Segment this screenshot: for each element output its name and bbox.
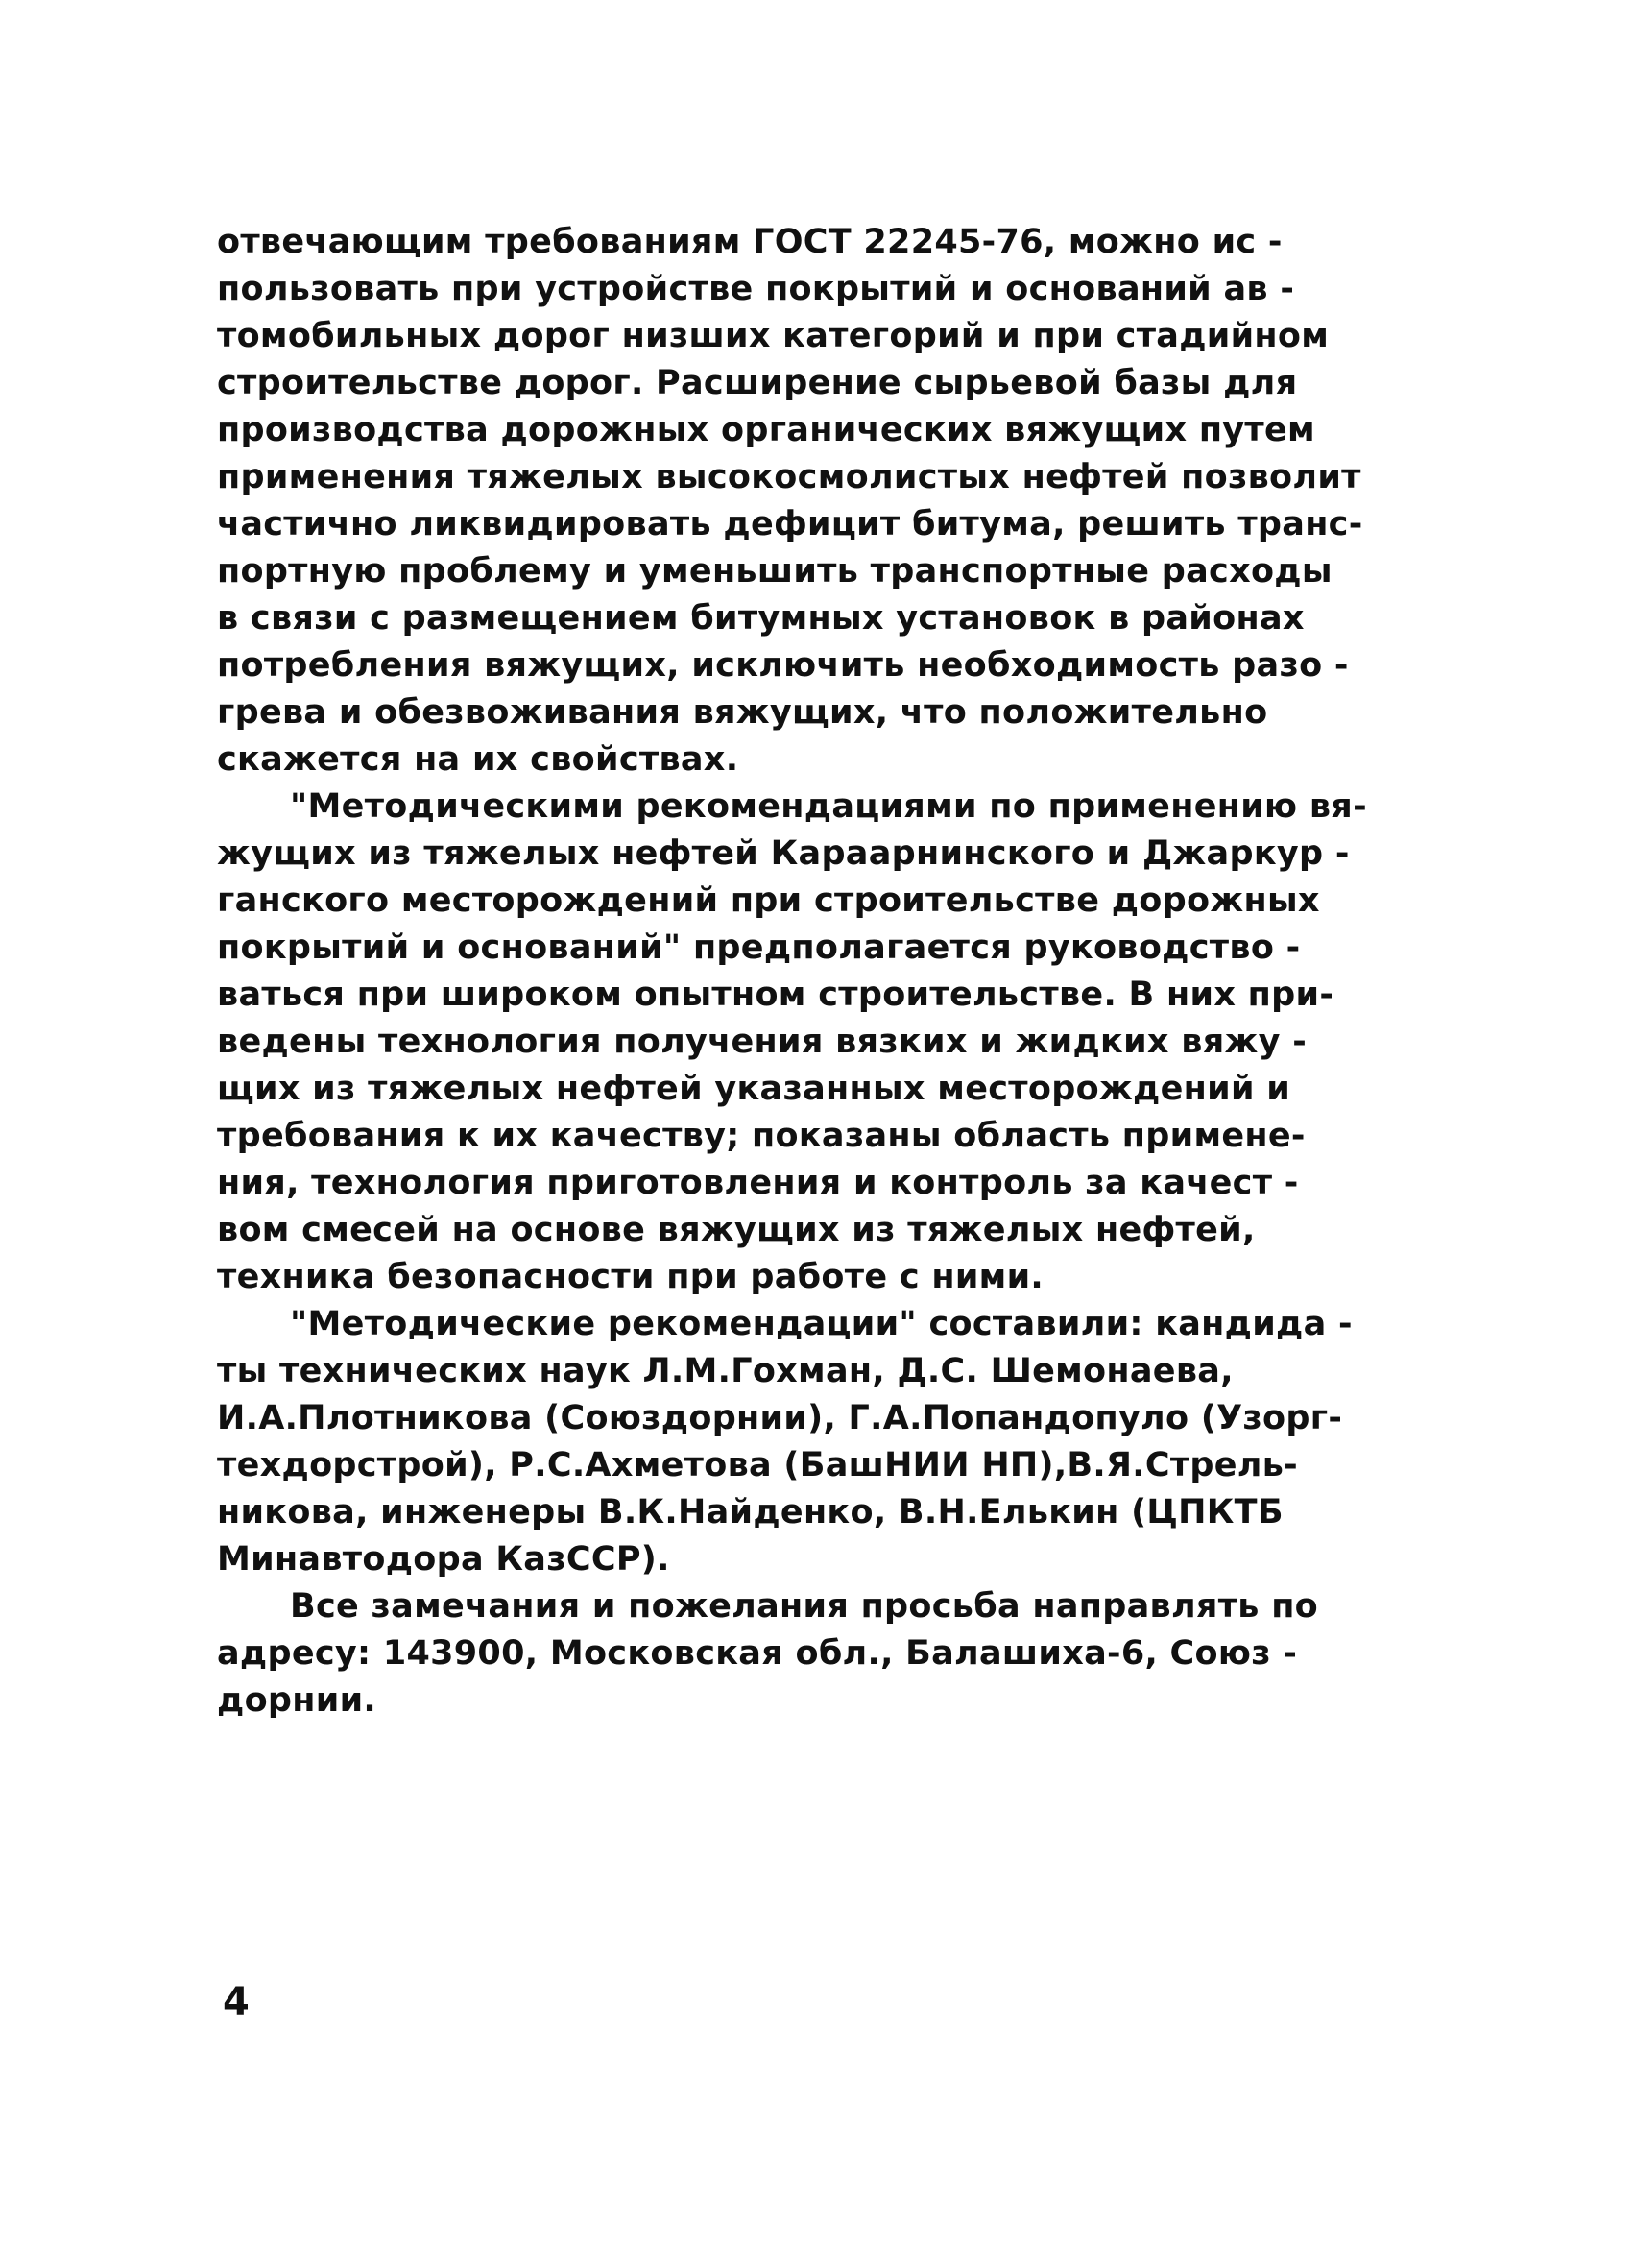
text-line: требования к их качеству; показаны область примене-	[217, 1117, 1306, 1155]
text-line: техника безопасности при работе с ними.	[217, 1258, 1045, 1296]
text-line: ганского месторождений при строительстве дорожных	[217, 881, 1320, 920]
text-line: в связи с размещением битумных установок в районах	[217, 599, 1305, 638]
text-line: производства дорожных органических вяжущих путем	[217, 411, 1315, 449]
text-line: пользовать при устройстве покрытий и оснований ав -	[217, 270, 1295, 308]
text-line: жущих из тяжелых нефтей Караарнинского и Джаркур -	[217, 834, 1350, 873]
text-line: потребления вяжущих, исключить необходимость разо -	[217, 646, 1349, 685]
paragraph-first-line: Все замечания и пожелания просьба направлять по	[290, 1587, 1319, 1626]
body-text	[217, 219, 1427, 1725]
page-number: 4	[223, 1980, 250, 2024]
text-line: адресу: 143900, Московская обл., Балашиха-6, Союз -	[217, 1634, 1298, 1673]
paragraph-first-line: "Методическими рекомендациями по применению вя-	[290, 787, 1367, 826]
text-line: ния, технология приготовления и контроль за качест -	[217, 1164, 1299, 1202]
text-line: отвечающим требованиям ГОСТ 22245-76, можно ис -	[217, 223, 1283, 261]
text-line: дорнии.	[217, 1681, 376, 1720]
text-line: И.А.Плотникова (Союздорнии), Г.А.Попандопуло (Узорг-	[217, 1399, 1343, 1437]
text-line: частично ликвидировать дефицит битума, решить транс-	[217, 505, 1363, 543]
text-line: никова, инженеры В.К.Найденко, В.Н.Елькин (ЦПКТБ	[217, 1493, 1284, 1532]
paragraph-first-line: "Методические рекомендации" составили: кандида -	[290, 1305, 1353, 1343]
text-line: техдорстрой), Р.С.Ахметова (БашНИИ НП),В.Я.Стрель-	[217, 1446, 1298, 1484]
text-line: скажется на их свойствах.	[217, 740, 739, 779]
text-line: ведены технология получения вязких и жидких вяжу -	[217, 1023, 1308, 1061]
text-line: щих из тяжелых нефтей указанных месторождений и	[217, 1070, 1291, 1108]
text-line: вом смесей на основе вяжущих из тяжелых нефтей,	[217, 1211, 1256, 1249]
text-line: томобильных дорог низших категорий и при стадийном	[217, 317, 1330, 355]
text-line: грева и обезвоживания вяжущих, что положительно	[217, 693, 1268, 732]
text-line: ты технических наук Л.М.Гохман, Д.С. Шемонаева,	[217, 1352, 1234, 1390]
text-line: строительстве дорог. Расширение сырьевой базы для	[217, 364, 1298, 402]
text-line: применения тяжелых высокосмолистых нефтей позволит	[217, 458, 1361, 496]
text-line: покрытий и оснований" предполагается руководство -	[217, 929, 1301, 967]
text-line: ваться при широком опытном строительстве. В них при-	[217, 976, 1334, 1014]
text-line: Минавтодора КазССР).	[217, 1540, 670, 1579]
text-line: портную проблему и уменьшить транспортные расходы	[217, 552, 1333, 591]
